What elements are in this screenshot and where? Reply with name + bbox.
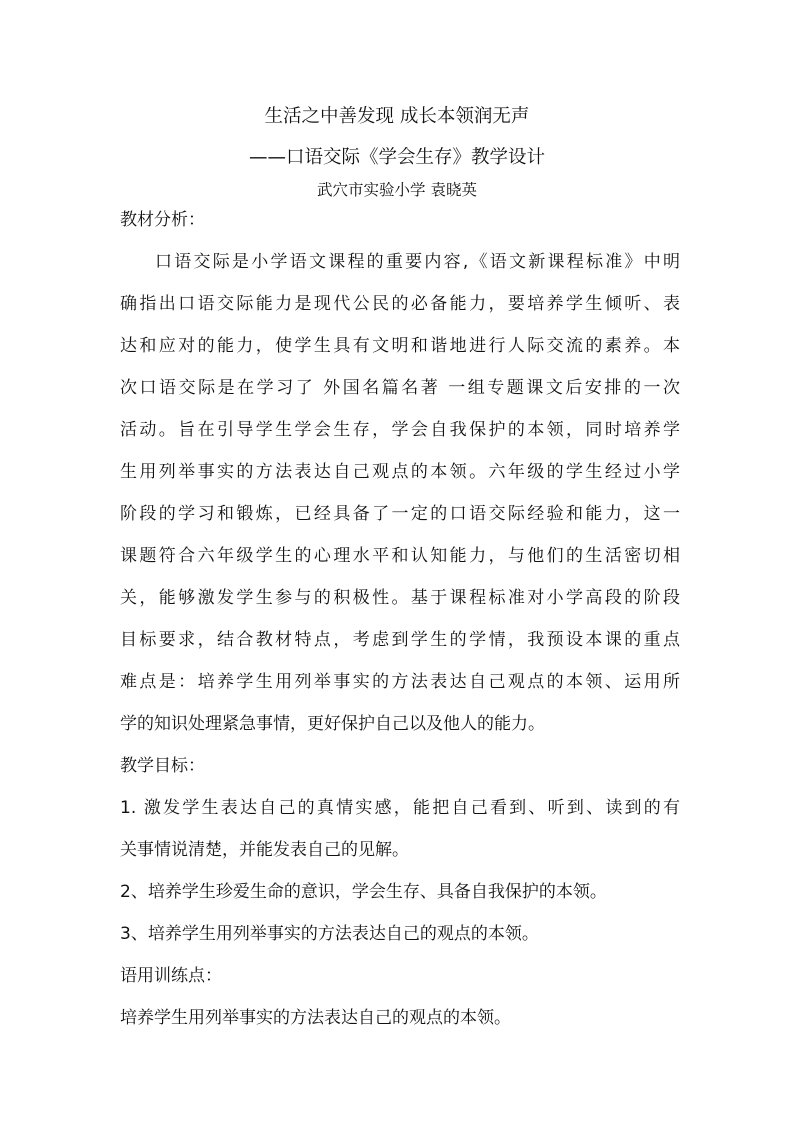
training-heading: 语用训练点： (120, 966, 222, 986)
analysis-line: 达和应对的能力，使学生具有文明和谐地进行人际交流的素养。本 (120, 336, 680, 356)
training-text: 培养学生用列举事实的方法表达自己的观点的本领。 (120, 1008, 511, 1028)
goal-item-1-line-2: 关事情说清楚，并能发表自己的见解。 (120, 840, 409, 860)
analysis-line: 学的知识处理紧急事情，更好保护自己以及他人的能力。 (120, 714, 545, 734)
document-subtitle: ——口语交际《学会生存》教学设计 (248, 147, 545, 168)
analysis-line: 关，能够激发学生参与的积极性。基于课程标准对小学高段的阶段 (120, 588, 680, 608)
analysis-line: 难点是：培养学生用列举事实的方法表达自己观点的本领、运用所 (120, 672, 680, 692)
analysis-line: 课题符合六年级学生的心理水平和认知能力，与他们的生活密切相 (120, 546, 680, 566)
analysis-line: 生用列举事实的方法表达自己观点的本领。六年级的学生经过小学 (120, 462, 680, 482)
analysis-line: 确指出口语交际能力是现代公民的必备能力，要培养学生倾听、表 (120, 294, 680, 314)
analysis-line: 次口语交际是在学习了 外国名篇名著 一组专题课文后安排的一次 (120, 378, 680, 398)
goals-heading: 教学目标： (120, 756, 205, 776)
analysis-line: 口语交际是小学语文课程的重要内容,《语文新课程标准》中明 (155, 252, 680, 272)
goal-item-1-line-1: 1. 激发学生表达自己的真情实感，能把自己看到、听到、读到的有 (120, 798, 680, 818)
document-title: 生活之中善发现 成长本领润无声 (264, 106, 530, 127)
analysis-heading: 教材分析： (120, 210, 205, 230)
analysis-line: 目标要求，结合教材特点，考虑到学生的学情，我预设本课的重点 (120, 630, 680, 650)
goal-item-3: 3、培养学生用列举事实的方法表达自己的观点的本领。 (120, 924, 539, 944)
author-line: 武穴市实验小学 袁晓英 (317, 181, 477, 199)
analysis-line: 活动。旨在引导学生学会生存，学会自我保护的本领，同时培养学 (120, 420, 680, 440)
analysis-line: 阶段的学习和锻炼，已经具备了一定的口语交际经验和能力，这一 (120, 504, 680, 524)
goal-item-2: 2、培养学生珍爱生命的意识，学会生存、具备自我保护的本领。 (120, 882, 607, 902)
